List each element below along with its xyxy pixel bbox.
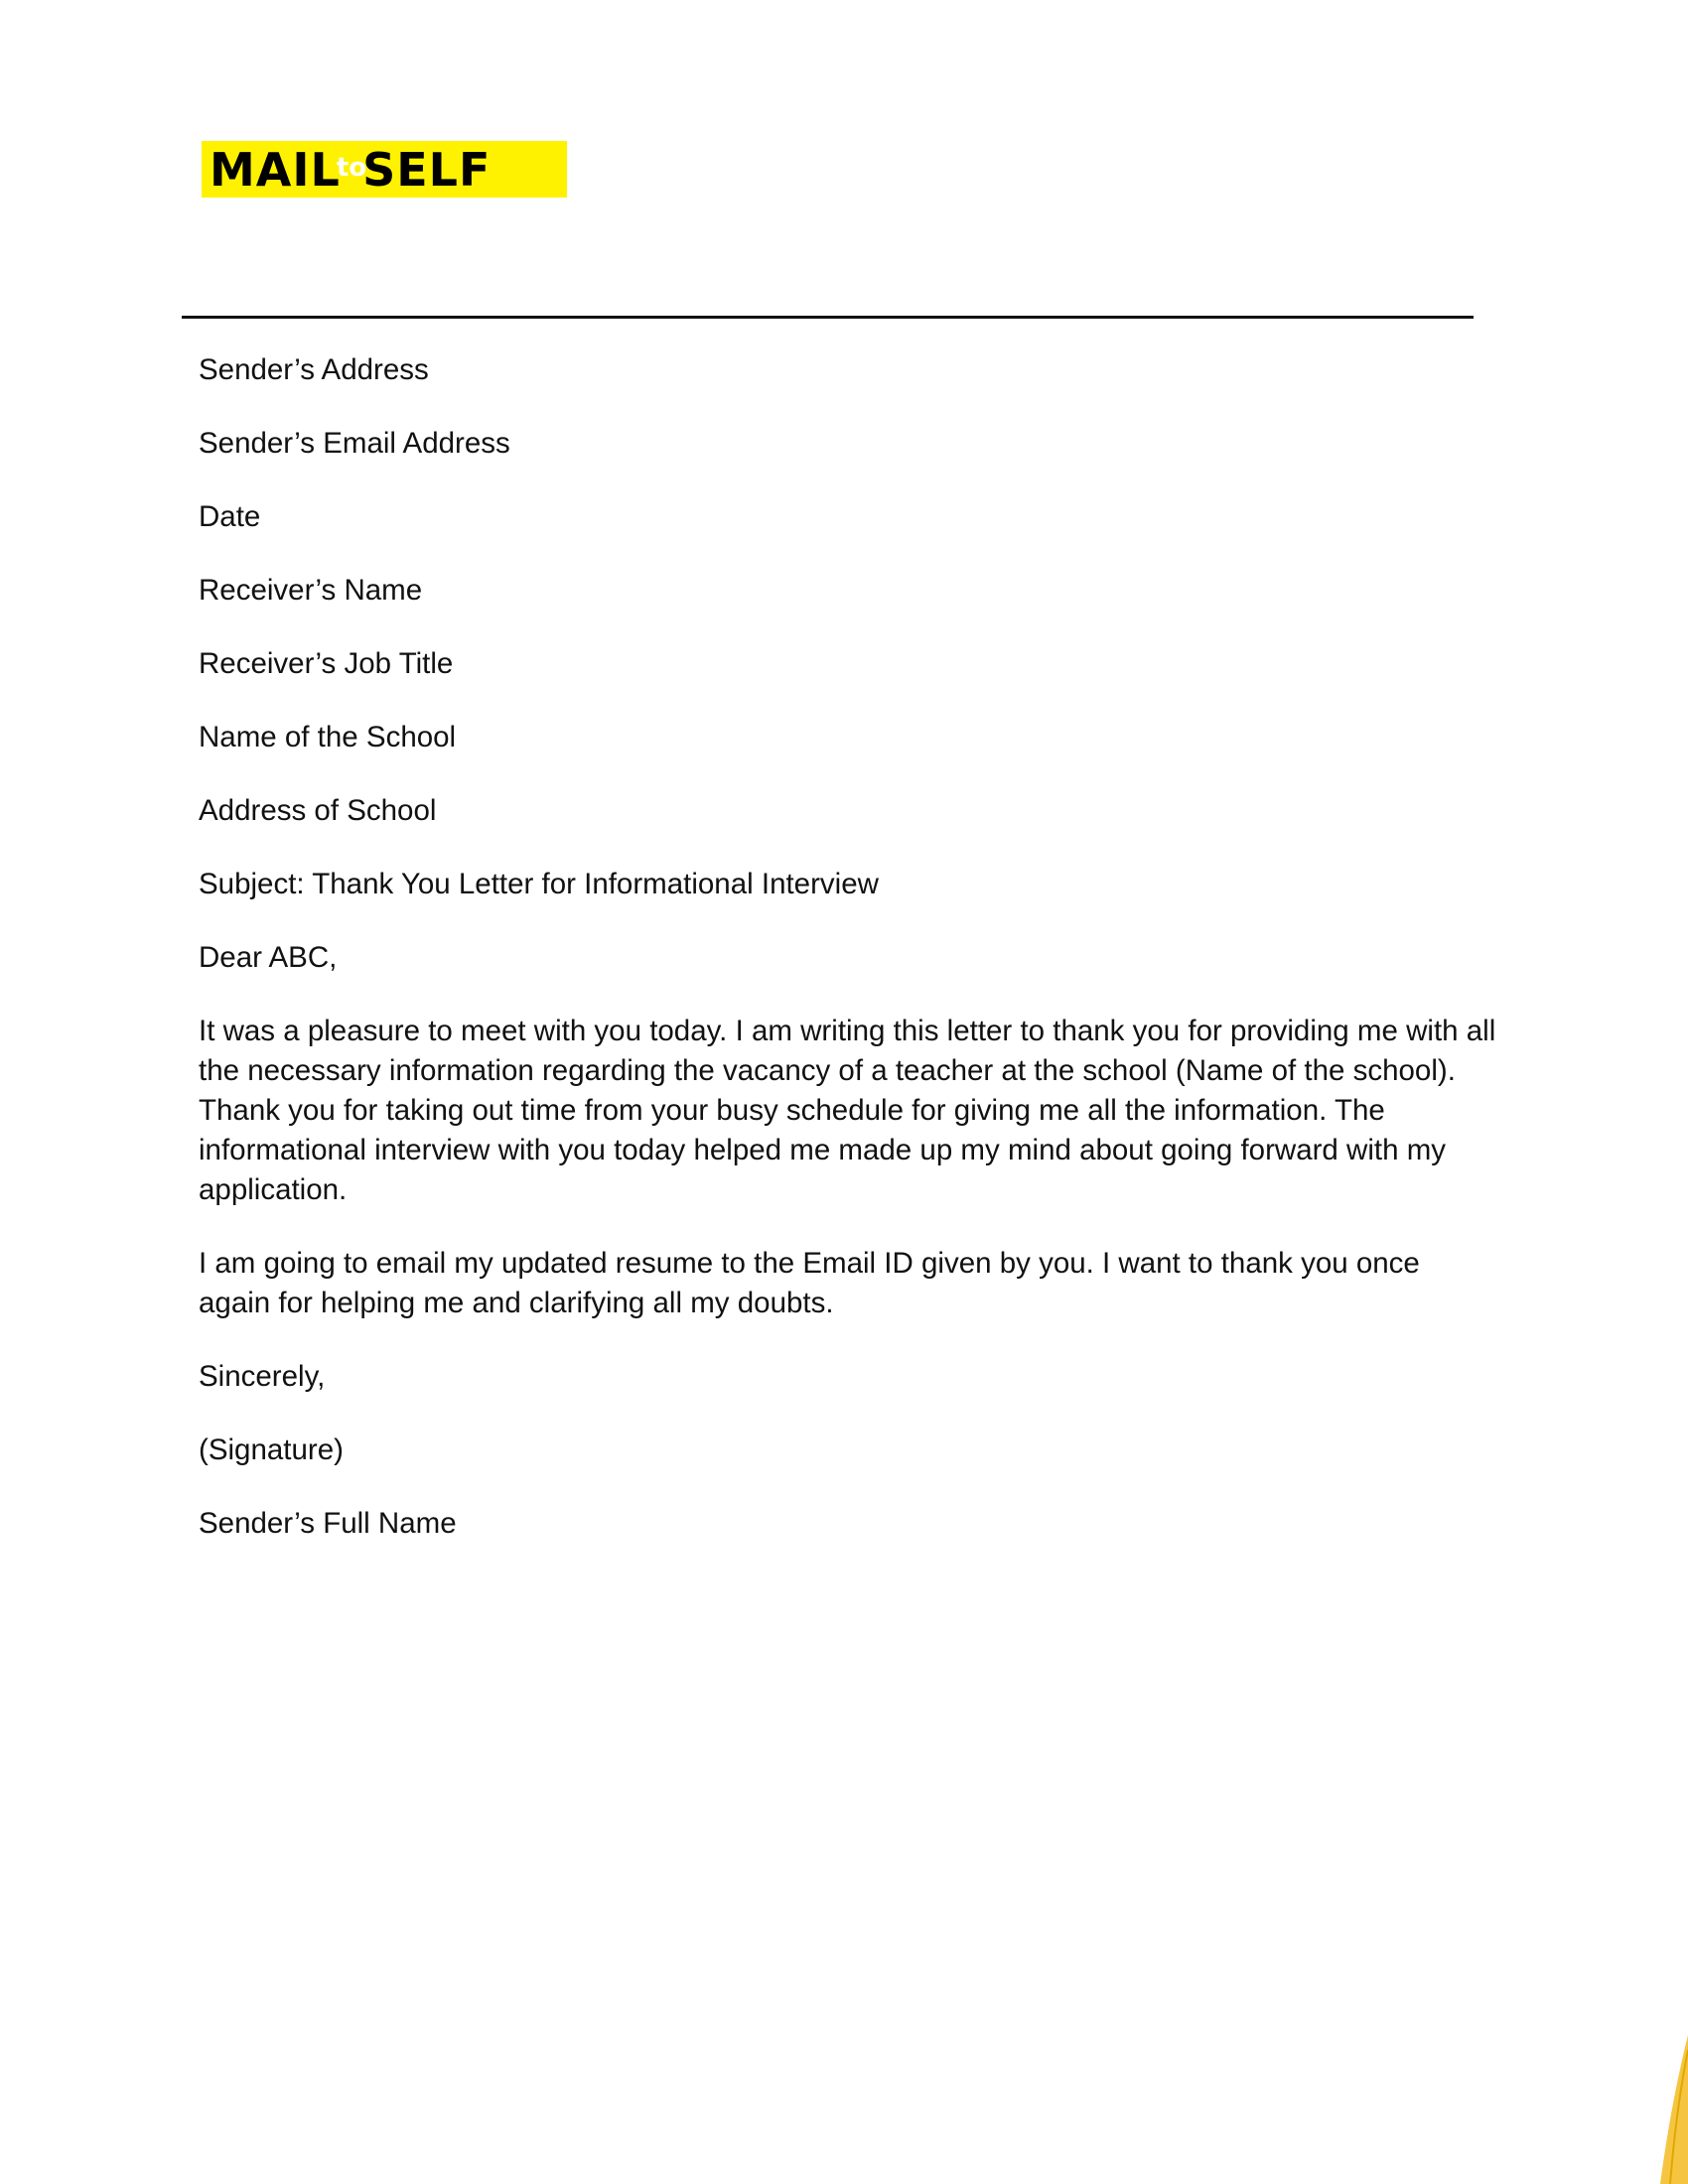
logo-text-to: to — [336, 152, 367, 183]
mailtoself-logo — [202, 141, 567, 198]
school-name: Name of the School — [199, 721, 457, 753]
corner-decoration — [1638, 2035, 1688, 2184]
signature-placeholder: (Signature) — [199, 1433, 344, 1466]
receiver-job-title: Receiver’s Job Title — [199, 647, 454, 680]
receiver-name: Receiver’s Name — [199, 574, 423, 607]
sender-full-name: Sender’s Full Name — [199, 1507, 457, 1540]
salutation: Dear ABC, — [199, 941, 338, 974]
logo-text-mail: MAIL — [210, 142, 341, 197]
logo-text-self: SELF — [362, 142, 492, 197]
letter-date: Date — [199, 500, 261, 533]
letter-subject: Subject: Thank You Letter for Informational Interview — [199, 868, 879, 900]
header-divider — [182, 316, 1474, 319]
body-paragraph: I am going to email my updated resume to the Email ID given by you. I want to thank you once again for helping me and clarifying all my doubts. — [199, 1247, 1420, 1319]
letter-body — [199, 350, 1499, 1577]
body-paragraph: It was a pleasure to meet with you today. I am writing this letter to thank you for providing me with all the necessary information regarding the vacancy of a teacher at the school (Name of the school). Thank you for taking out time from your busy schedule for giving me all the information. The informational interview with you today helped me made up my mind about going forward with my application. — [199, 1015, 1496, 1206]
sender-email: Sender’s Email Address — [199, 427, 510, 460]
school-address: Address of School — [199, 794, 437, 827]
closing: Sincerely, — [199, 1360, 326, 1393]
sender-address: Sender’s Address — [199, 353, 429, 386]
